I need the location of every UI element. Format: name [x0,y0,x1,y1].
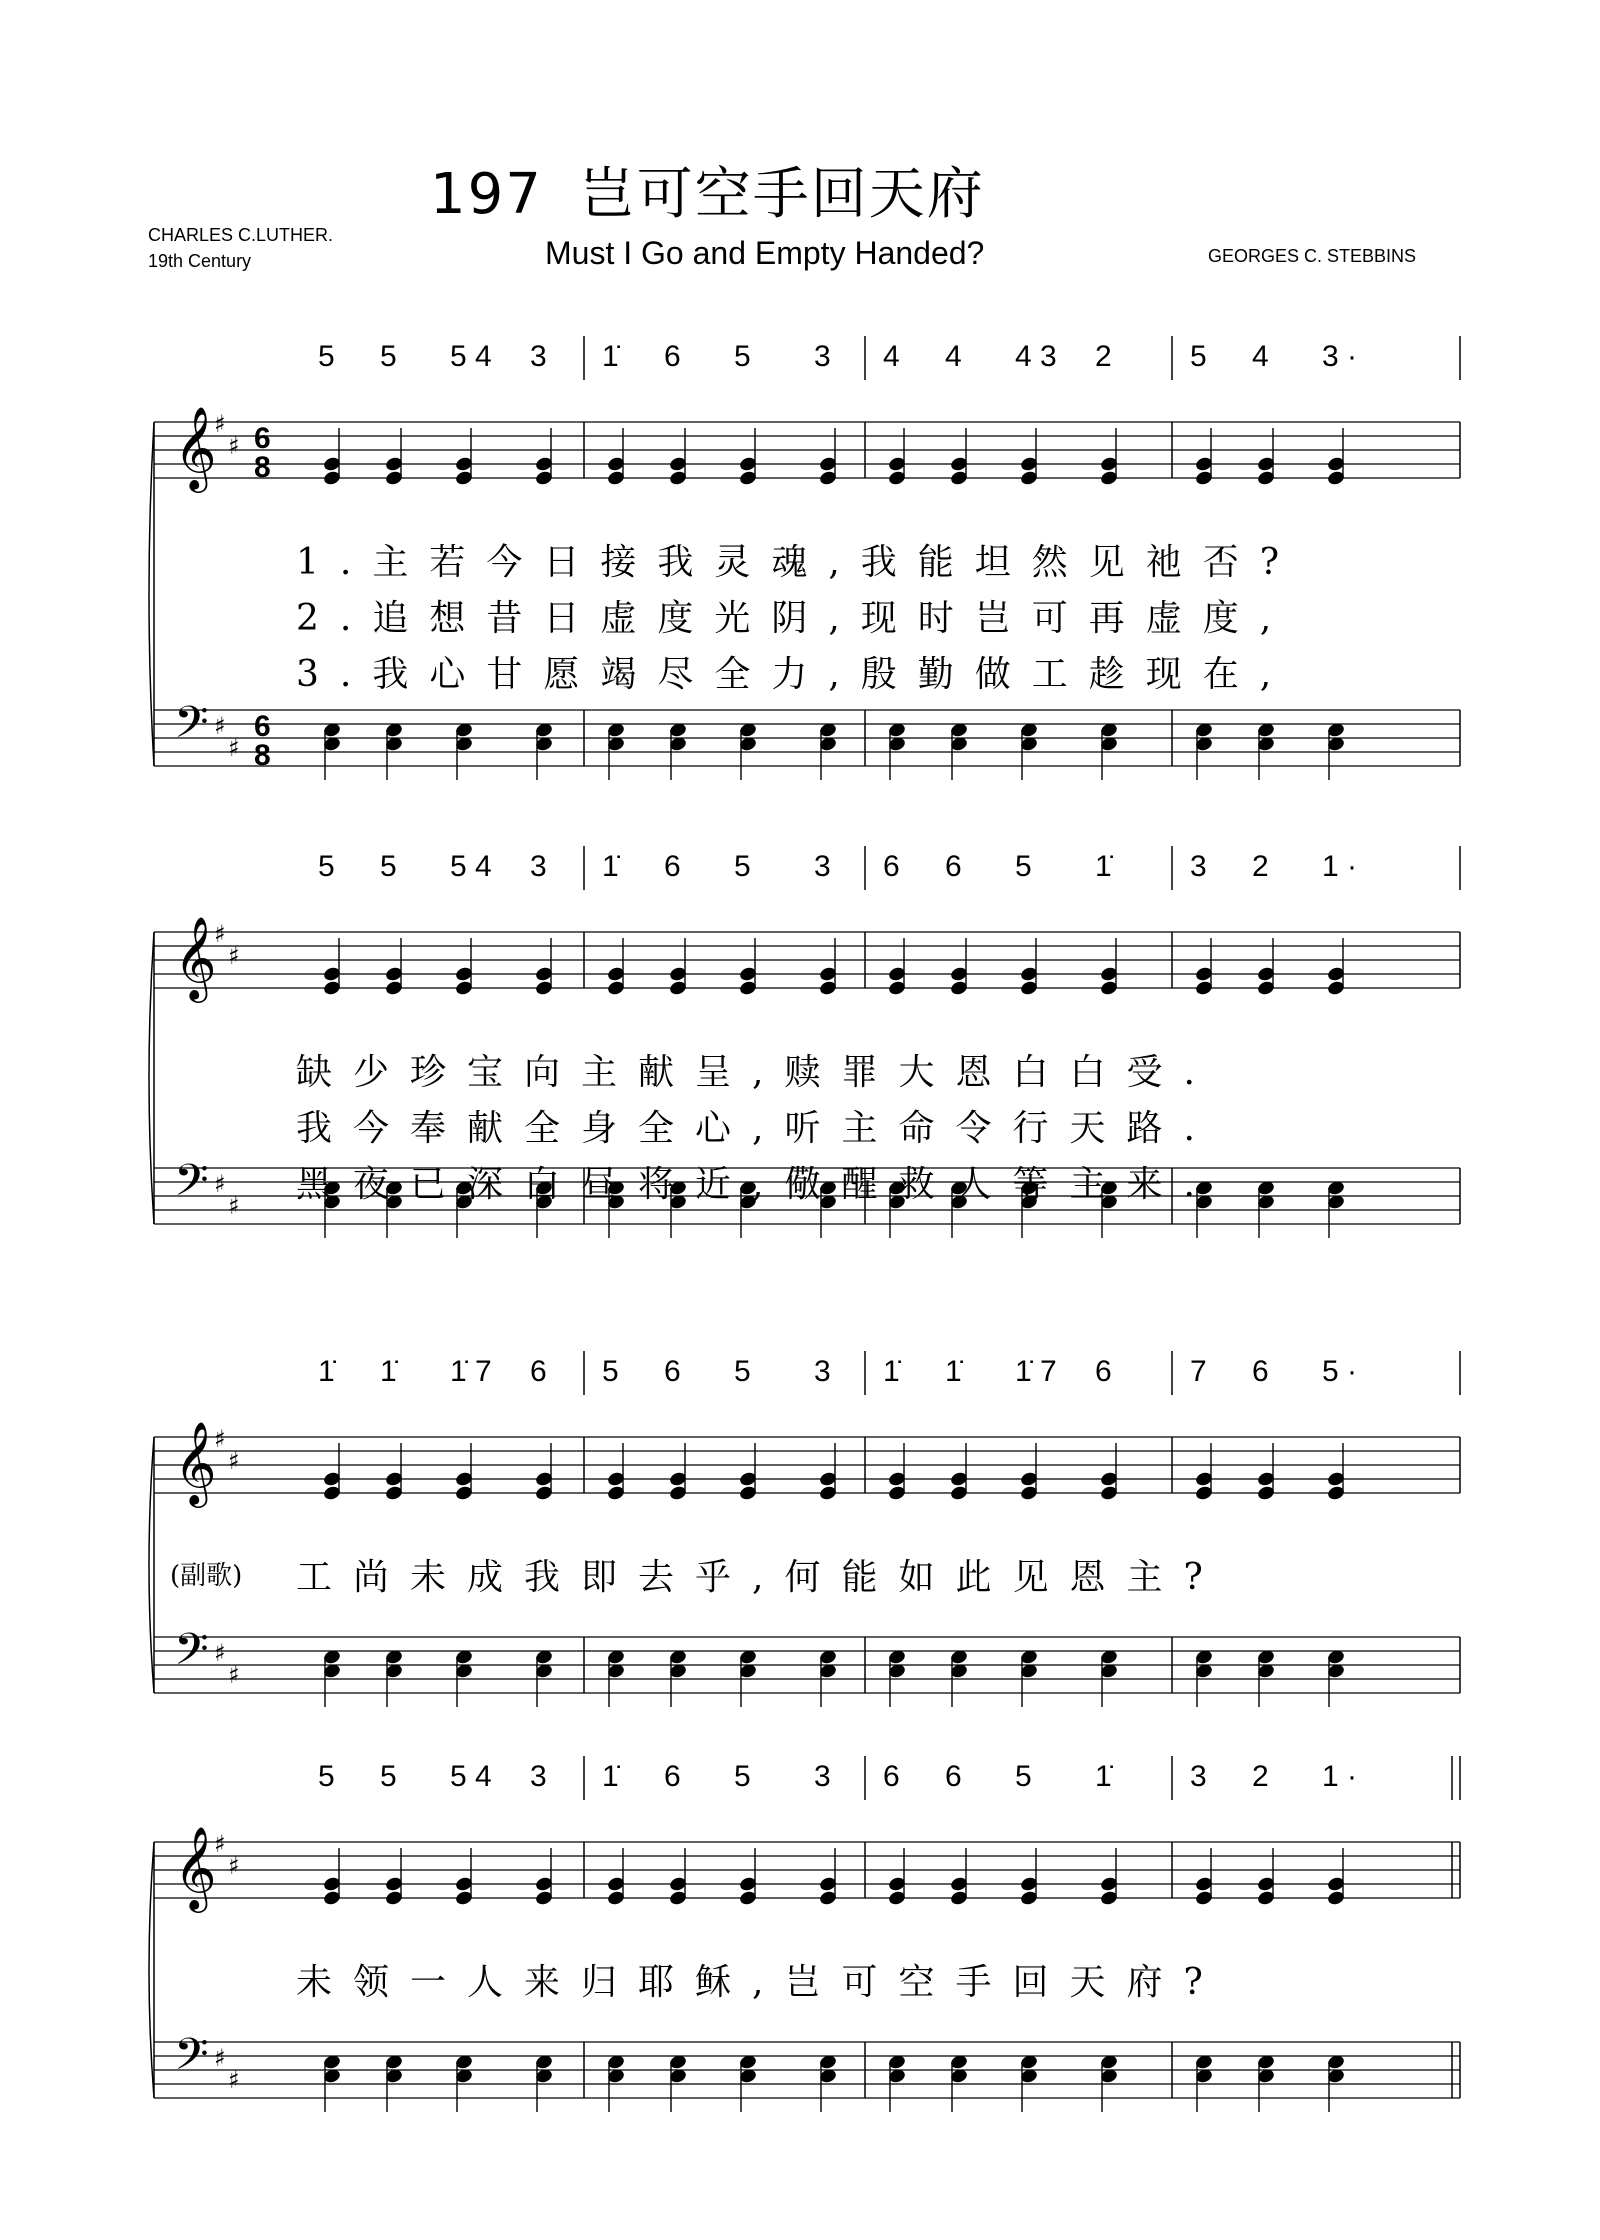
bass-clef-icon: 𝄢 [174,2028,209,2091]
sharp-icon: ♯ [228,942,240,970]
sharp-icon: ♯ [214,1170,226,1198]
sharp-icon: ♯ [214,1425,226,1453]
refrain-label: (副歌) [170,1561,243,1591]
cipher-note: 5 · [1322,1355,1358,1388]
treble-clef-icon: 𝄞 [174,405,217,489]
cipher-note: 3 · [1322,340,1358,373]
sharp-icon: ♯ [228,734,240,762]
cipher-note: 1̇ [1095,850,1112,883]
bass-clef-icon: 𝄢 [174,1154,209,1217]
cipher-note: 4 [1252,340,1269,373]
treble-clef-icon: 𝄞 [174,1420,217,1504]
cipher-note: 5 [602,1355,619,1388]
cipher-note: 3 [814,850,831,883]
lyric-text: 工尚未成我即去乎,何能如此见恩主? [296,1557,1224,1598]
cipher-note: 1 · [1322,850,1358,883]
cipher-note: 3 [814,1355,831,1388]
sharp-icon: ♯ [214,410,226,438]
lyric-text: 未领一人来归耶稣,岂可空手回天府? [296,1962,1224,2003]
cipher-note: 5 [318,1760,335,1793]
sharp-icon: ♯ [228,1192,240,1220]
lyric-text: 2.追想昔日虚度光阴,现时岂可再虚度, [296,598,1293,639]
cipher-note: 1 · [1322,1760,1358,1793]
cipher-note: 4 [883,340,900,373]
cipher-note: 3 [1190,850,1207,883]
sharp-icon: ♯ [228,1447,240,1475]
cipher-note: 3 [530,1760,547,1793]
cipher-note: 6 [1252,1355,1269,1388]
cipher-note: 1̇ [318,1355,335,1388]
cipher-note: 1̇ [602,850,619,883]
treble-clef-icon: 𝄞 [174,915,217,999]
sharp-icon: ♯ [214,712,226,740]
cipher-note: 5 [318,340,335,373]
cipher-note: 5 [380,1760,397,1793]
cipher-note: 5 [1190,340,1207,373]
treble-clef-icon: 𝄞 [174,1825,217,1909]
cipher-note: 4 [945,340,962,373]
sharp-icon: ♯ [228,432,240,460]
cipher-note: 5 [734,1355,751,1388]
cipher-note: 6 [945,1760,962,1793]
cipher-note: 6 [530,1355,547,1388]
cipher-note: 6 [664,1355,681,1388]
cipher-note: 2 [1252,1760,1269,1793]
lyric-text: 缺少珍宝向主献呈,赎罪大恩白白受. [296,1052,1216,1093]
cipher-note: 6 [664,340,681,373]
cipher-note: 3 [530,340,547,373]
cipher-note: 5 [380,850,397,883]
cipher-note: 2 [1252,850,1269,883]
lyricist-name: CHARLES C.LUTHER. [148,225,334,245]
cipher-note: 5 [380,340,397,373]
composer-credit: GEORGES C. STEBBINS [1208,246,1417,266]
lyric-text: 我今奉献全身全心,听主命令行天路. [296,1108,1216,1149]
cipher-note: 6 [945,850,962,883]
time-signature-bottom: 8 [254,451,271,484]
lyric-text: 3.我心甘愿竭尽全力,殷勤做工趁现在, [296,654,1293,695]
cipher-note: 4 3 [1015,340,1057,373]
cipher-note: 5 [1015,850,1032,883]
sharp-icon: ♯ [214,920,226,948]
time-signature-top: 6 [254,422,271,455]
lyric-text: 黑夜已深白昼将近,儆醒救人等主来. [296,1164,1216,1205]
cipher-note: 1̇ 7 [1015,1355,1057,1388]
cipher-note: 5 4 [450,1760,492,1793]
cipher-note: 1̇ [1095,1760,1112,1793]
cipher-note: 5 [1015,1760,1032,1793]
bass-clef-icon: 𝄢 [174,696,209,759]
cipher-note: 1̇ [602,340,619,373]
cipher-note: 6 [664,1760,681,1793]
time-signature-bottom: 8 [254,739,271,772]
cipher-note: 6 [664,850,681,883]
cipher-note: 3 [530,850,547,883]
cipher-note: 6 [883,1760,900,1793]
cipher-note: 5 [318,850,335,883]
lyric-line [296,1954,1224,2005]
cipher-note: 3 [814,1760,831,1793]
cipher-note: 6 [1095,1355,1112,1388]
cipher-note: 1̇ [602,1760,619,1793]
sharp-icon: ♯ [214,2044,226,2072]
cipher-note: 5 [734,1760,751,1793]
cipher-note: 2 [1095,340,1112,373]
sharp-icon: ♯ [214,1639,226,1667]
sharp-icon: ♯ [228,1852,240,1880]
lyric-text: 1.主若今日接我灵魂,我能坦然见祂否? [296,542,1301,583]
cipher-note: 1̇ 7 [450,1355,492,1388]
cipher-note: 3 [1190,1760,1207,1793]
lyricist-century: 19th Century [148,251,252,271]
cipher-note: 7 [1190,1355,1207,1388]
cipher-note: 1̇ [883,1355,900,1388]
sharp-icon: ♯ [228,2066,240,2094]
sharp-icon: ♯ [228,1661,240,1689]
hymn-title-cn: 岂可空手回天府 [578,162,985,227]
bass-clef-icon: 𝄢 [174,1623,209,1686]
sharp-icon: ♯ [214,1830,226,1858]
cipher-note: 5 4 [450,340,492,373]
cipher-note: 1̇ [380,1355,397,1388]
cipher-note: 5 [734,850,751,883]
hymn-number: 197 [430,162,543,227]
cipher-note: 5 4 [450,850,492,883]
time-signature-top: 6 [254,710,271,743]
cipher-note: 6 [883,850,900,883]
cipher-note: 3 [814,340,831,373]
cipher-note: 5 [734,340,751,373]
hymn-title-en: Must I Go and Empty Handed? [545,235,985,271]
cipher-note: 1̇ [945,1355,962,1388]
